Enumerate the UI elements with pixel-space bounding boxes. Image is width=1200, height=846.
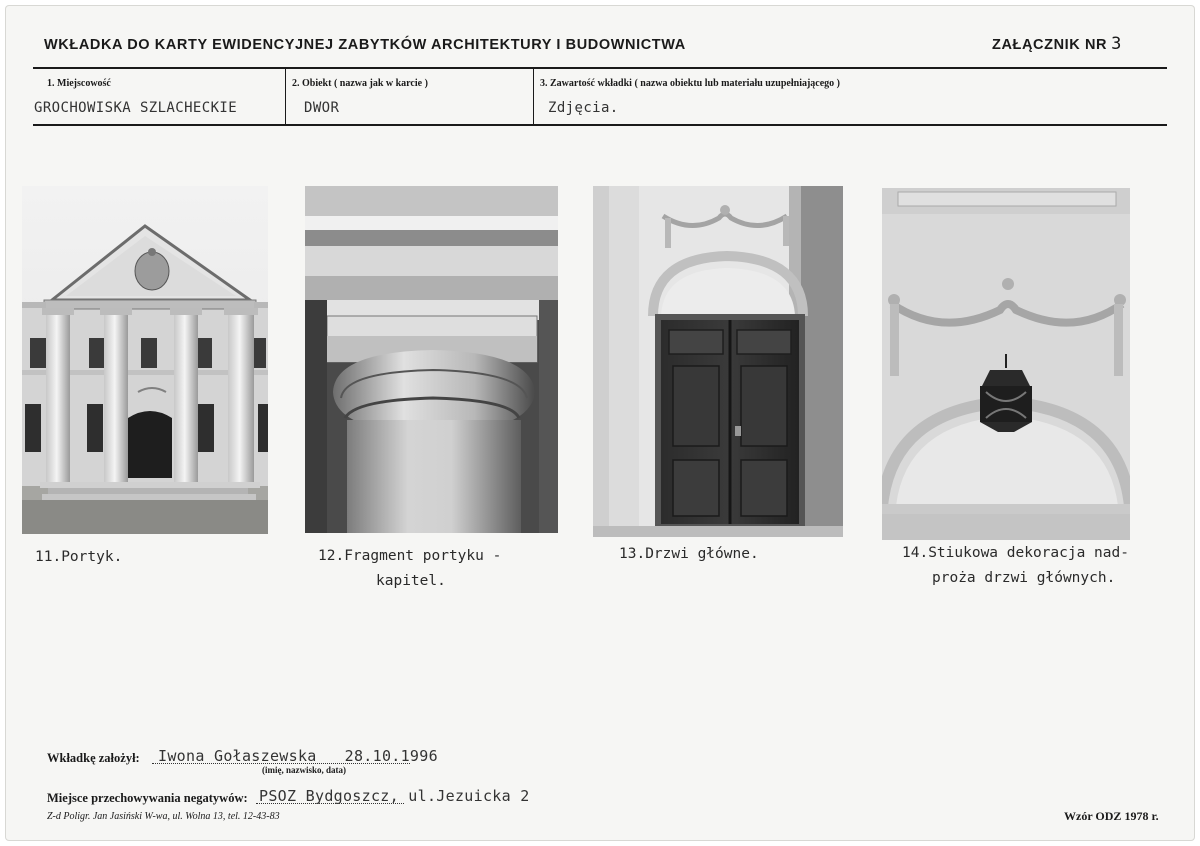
photo-stucco — [882, 188, 1130, 540]
caption-line: 14.Stiukowa dekoracja nad- — [902, 545, 1129, 561]
header-bottom-rule — [33, 124, 1167, 126]
photo-portico — [22, 186, 268, 534]
printer-imprint: Z-d Poligr. Jan Jasiński W-wa, ul. Wolna 13, tel. 12-43-83 — [47, 811, 280, 822]
field-value-locality: GROCHOWISKA SZLACHECKIE — [34, 100, 238, 116]
storage-label: Miejsce przechowywania negatywów: — [47, 791, 248, 805]
field-value-object: DWOR — [304, 100, 340, 116]
document-title: WKŁADKA DO KARTY EWIDENCYJNEJ ZABYTKÓW ARCHITEKTURY I BUDOWNICTWA — [44, 37, 686, 53]
caption-line: kapitel. — [376, 573, 446, 589]
created-by-note: (imię, nazwisko, data) — [262, 765, 346, 775]
field-label-content: 3. Zawartość wkładki ( nazwa obiektu lub materiału uzupełniającego ) — [540, 78, 841, 89]
annex-number-value: 3 — [1111, 34, 1122, 54]
header-top-rule — [33, 67, 1167, 69]
annex-number — [992, 34, 1122, 54]
caption-photo-11 — [35, 545, 122, 570]
form-id: Wzór ODZ 1978 r. — [1064, 809, 1159, 823]
field-divider-2 — [533, 69, 534, 124]
field-label-object: 2. Obiekt ( nazwa jak w karcie ) — [292, 78, 428, 89]
field-label-locality: 1. Miejscowość — [47, 78, 111, 89]
caption-photo-14 — [902, 541, 1129, 591]
field-divider-1 — [285, 69, 286, 124]
caption-line: 11.Portyk. — [35, 549, 123, 565]
storage-value: PSOZ Bydgoszcz, ul.Jezuicka 2 — [259, 787, 530, 805]
caption-line: proża drzwi głównych. — [932, 570, 1116, 586]
field-value-content: Zdjęcia. — [548, 100, 619, 116]
created-by-label: Wkładkę założył: — [47, 751, 140, 765]
photo-door — [593, 186, 843, 537]
caption-photo-13 — [619, 542, 759, 567]
caption-line: 12.Fragment portyku - — [318, 548, 502, 564]
caption-line: 13.Drzwi główne. — [619, 546, 759, 562]
created-by-value: Iwona Gołaszewska 28.10.1996 — [158, 747, 438, 765]
annex-label: ZAŁĄCZNIK NR — [992, 37, 1108, 53]
photo-capital — [305, 186, 558, 533]
caption-photo-12 — [318, 544, 501, 594]
